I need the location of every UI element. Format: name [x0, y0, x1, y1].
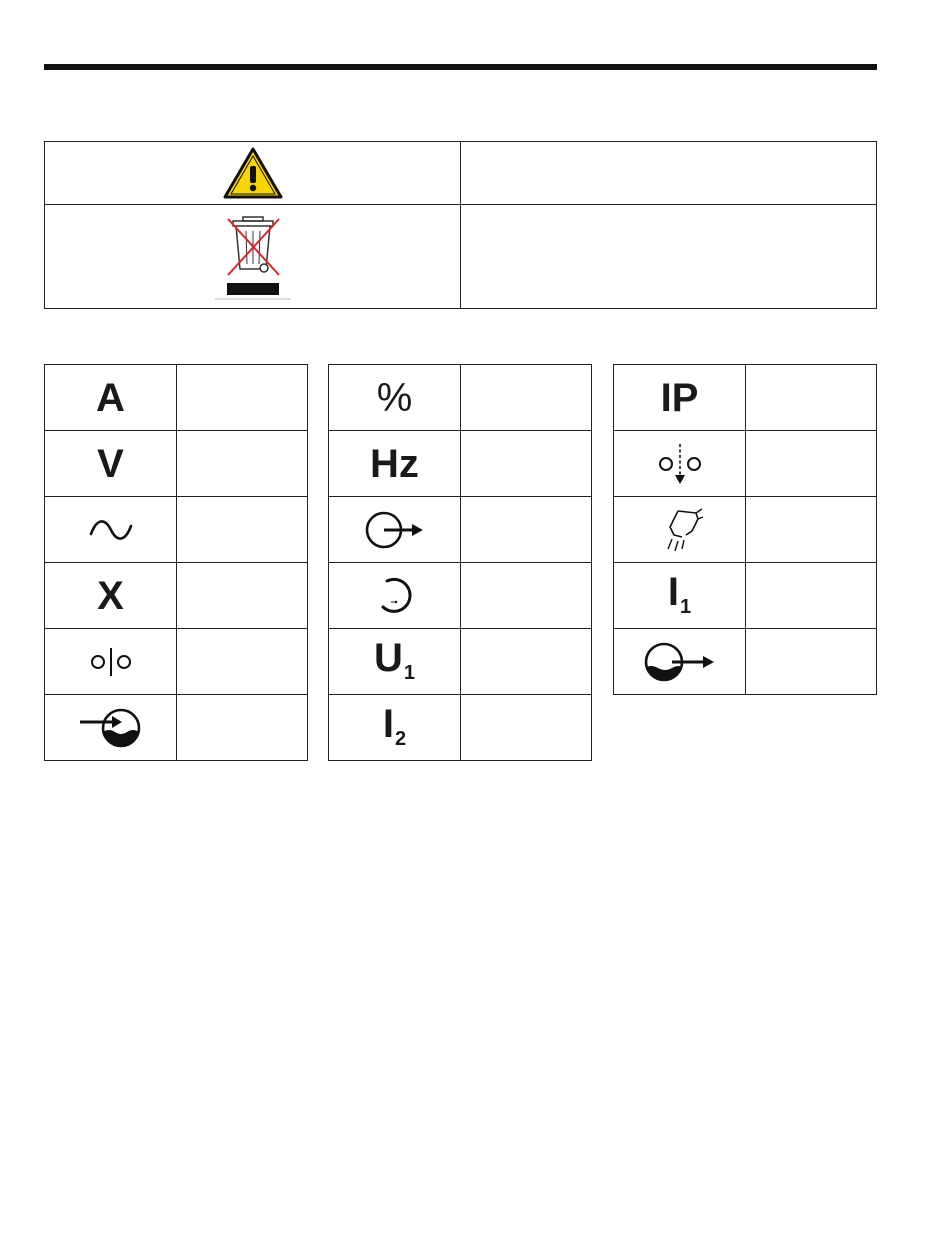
- hand-drip-icon: [656, 505, 704, 555]
- arrow-into-pump-icon: [78, 705, 144, 751]
- description-cell: [461, 695, 592, 761]
- description-cell: [177, 563, 308, 629]
- symbol-cell: [614, 629, 746, 695]
- symbol-table-1: [44, 364, 308, 761]
- open-contacts-icon: [86, 646, 136, 678]
- circle-arrow-out-icon: [363, 509, 427, 551]
- description-cell: [461, 365, 592, 431]
- table-row: [329, 695, 592, 761]
- description-cell: [461, 142, 877, 205]
- symbol-cell: [45, 205, 461, 309]
- description-cell: [461, 563, 592, 629]
- symbol-cell: [45, 563, 177, 629]
- symbol-cell: [329, 431, 461, 497]
- hertz-symbol: Hz: [370, 441, 419, 486]
- table-row: [45, 431, 308, 497]
- percent-symbol: %: [376, 375, 413, 420]
- description-cell: [177, 695, 308, 761]
- description-cell: [746, 563, 877, 629]
- description-cell: [746, 431, 877, 497]
- table-row: [614, 497, 877, 563]
- description-cell: [746, 365, 877, 431]
- table-row: [329, 497, 592, 563]
- i2-symbol: I: [382, 702, 394, 746]
- description-cell: [461, 497, 592, 563]
- symbol-table-2: [328, 364, 592, 761]
- table-row: [45, 497, 308, 563]
- symbol-cell: [45, 142, 461, 205]
- i1-subscript: 1: [680, 596, 692, 618]
- rotation-circle-icon: [372, 573, 418, 619]
- i1-symbol: I: [667, 570, 679, 614]
- u1-symbol: U: [373, 636, 403, 680]
- symbol-cell: [329, 629, 461, 695]
- table-row: [329, 365, 592, 431]
- warning-triangle-icon: [222, 146, 284, 200]
- table-row: [614, 365, 877, 431]
- general-symbols-table: [44, 141, 877, 309]
- i2-subscript: 2: [395, 728, 407, 750]
- table-row: [614, 563, 877, 629]
- table-row: [45, 695, 308, 761]
- header-rule: [44, 64, 877, 70]
- description-cell: [177, 365, 308, 431]
- description-cell: [746, 497, 877, 563]
- table-row: [329, 563, 592, 629]
- table-row: [45, 142, 877, 205]
- table-row: [45, 205, 877, 309]
- symbol-cell: [614, 431, 746, 497]
- symbol-cell: [45, 365, 177, 431]
- description-cell: [461, 629, 592, 695]
- description-cell: [746, 629, 877, 695]
- table-row: [329, 431, 592, 497]
- description-cell: [177, 431, 308, 497]
- symbol-cell: [329, 695, 461, 761]
- symbol-cell: [45, 629, 177, 695]
- symbol-cell: [329, 563, 461, 629]
- description-cell: [461, 205, 877, 309]
- symbol-table-3: [613, 364, 877, 695]
- weee-crossed-bin-icon: [213, 211, 293, 303]
- symbol-cell: [45, 497, 177, 563]
- symbol-cell: [614, 365, 746, 431]
- symbol-cell: [45, 431, 177, 497]
- description-cell: [177, 497, 308, 563]
- description-cell: [177, 629, 308, 695]
- symbol-cell: [614, 563, 746, 629]
- contacts-arrow-down-icon: [654, 442, 706, 486]
- volt-symbol: V: [97, 441, 124, 486]
- table-row: [45, 629, 308, 695]
- table-row: [45, 563, 308, 629]
- table-row: [45, 365, 308, 431]
- symbol-cell: [329, 365, 461, 431]
- alternating-current-icon: [87, 515, 135, 545]
- u1-subscript: 1: [403, 662, 415, 684]
- pump-arrow-out-icon: [642, 638, 718, 686]
- symbol-cell: [614, 497, 746, 563]
- ampere-symbol: A: [96, 375, 125, 420]
- ip-rating-symbol: IP: [660, 375, 699, 420]
- description-cell: [461, 431, 592, 497]
- table-row: [614, 431, 877, 497]
- table-row: [614, 629, 877, 695]
- duty-cycle-symbol: X: [97, 573, 124, 618]
- table-row: [329, 629, 592, 695]
- symbol-cell: [329, 497, 461, 563]
- symbol-cell: [45, 695, 177, 761]
